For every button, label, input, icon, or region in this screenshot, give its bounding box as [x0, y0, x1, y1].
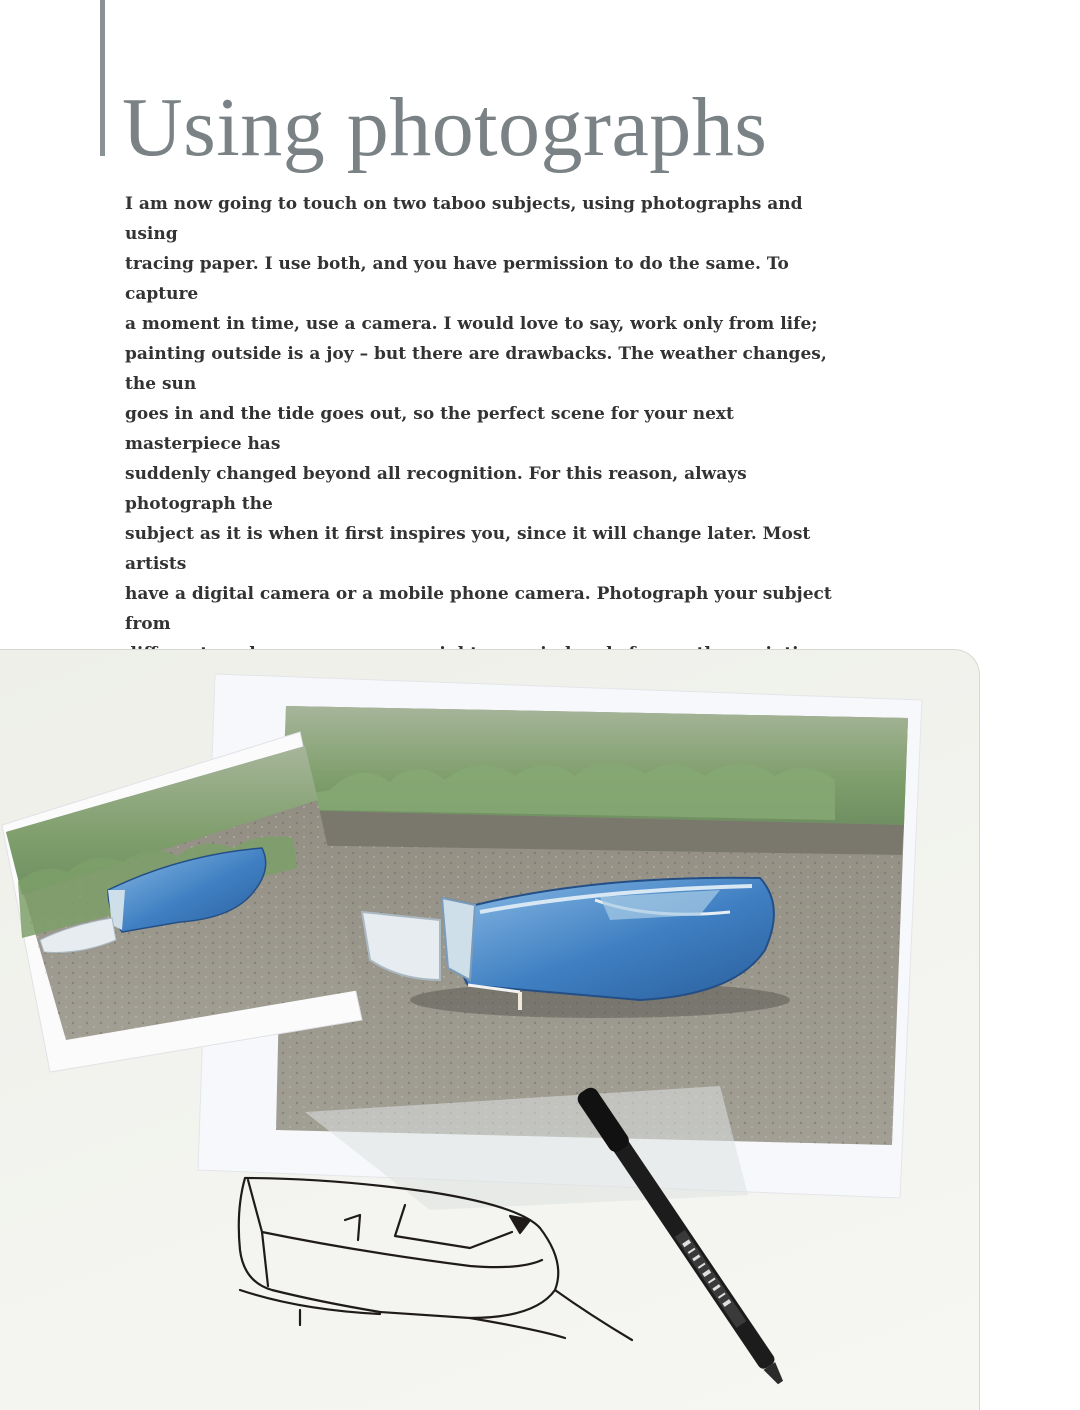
- photo-illustration: [0, 650, 979, 1410]
- accent-rule: [100, 0, 105, 156]
- page-title: Using photographs: [122, 81, 768, 174]
- paragraph-1: I am now going to touch on two taboo subjects, using photographs and using tracing paper. I use both, and you have permission to do the same. To capture a moment in time, use a camera. I would love to say, work only from life; painting outside is a joy – but there are drawbacks. The weather changes, the sun goes in and the tide goes out, so the perfect scene for your next masterpiece has suddenly changed beyond all recognition. For this reason, always photograph the subject as it is when it first inspires you, since it will change later. Most artists have a digital camera or a mobile phone camera. Photograph your subject from: [125, 194, 832, 634]
- small-photograph: [2, 732, 362, 1072]
- photo-scene: [0, 649, 980, 1410]
